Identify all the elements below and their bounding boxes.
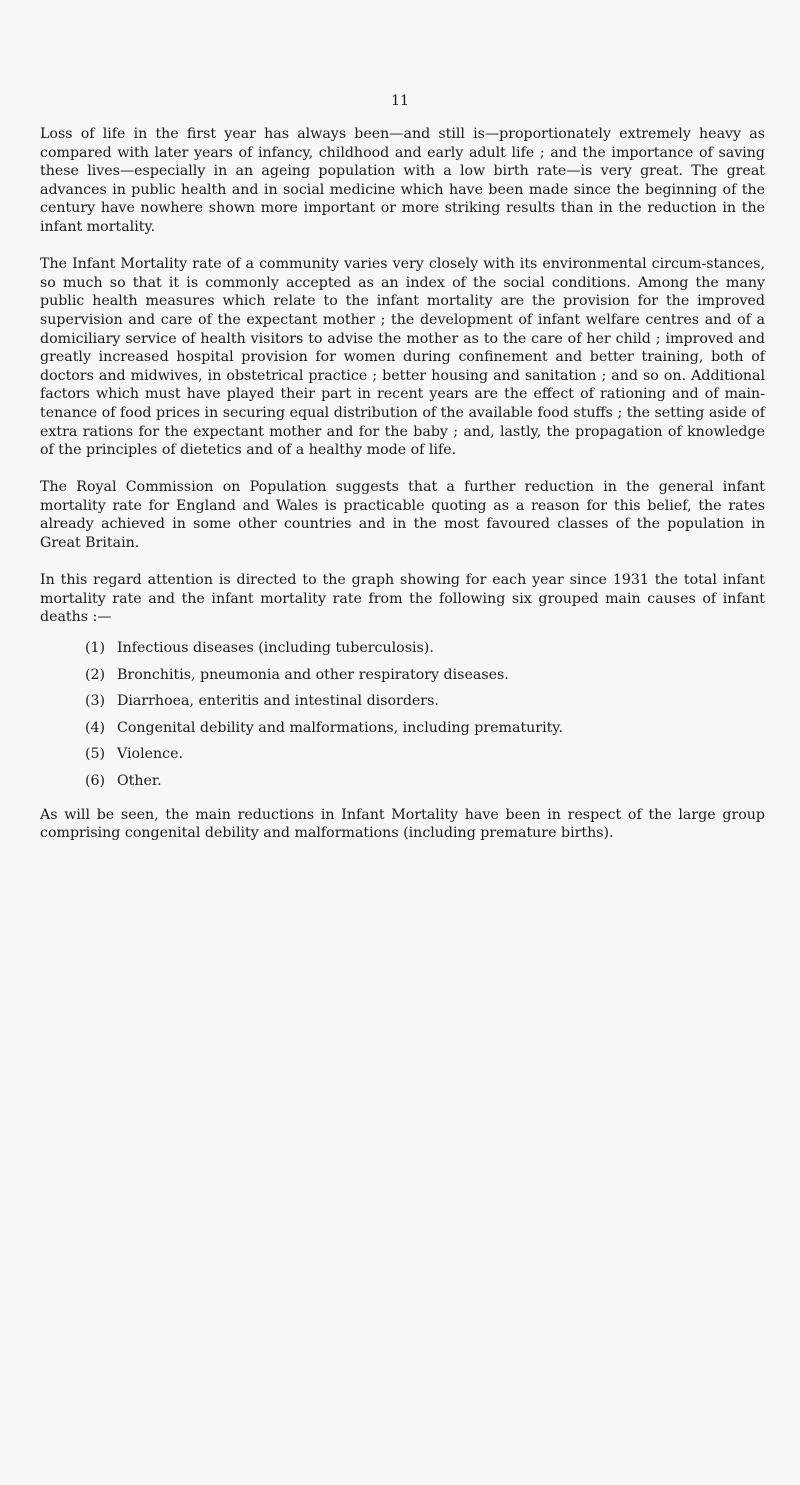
paragraph-mortality-rate-factors: The Infant Mortality rate of a community varies very closely with its environmental circum-stances, so much so that it is commonly accepted as an index of the social conditions. Among the many public health measures which relate to the infant mortality are the provision for the improved supervision and care of the expectant mother ; the development of infant welfare centres and of a domiciliary service of health visitors to advise the mother as to the care of her child ; improved and greatly increased hospital provision for women during confinement and better training, both of doctors and midwives, in obstetrical practice ; better housing and sanitation ; and so on. Additional factors which must have played their part in recent years are the effect of rationing and of main-tenance of food prices in securing equal distribution of the available food stuffs ; the setting aside of extra rations for the expectant mother and for the baby ; and, lastly, the propagation of knowledge of the principles of dietetics and of a healthy mode of life. (40, 256, 765, 459)
list-item-number: (5) (85, 746, 106, 763)
list-item-text: Violence. (117, 746, 183, 763)
list-item (85, 772, 765, 791)
causes-list (40, 639, 765, 791)
paragraph-graph-reference: In this regard attention is directed to the graph showing for each year since 1931 the total infant mortality rate and the infant mortality rate from the following six grouped main causes of infant deaths :— (40, 572, 765, 626)
page-number: 11 (391, 93, 409, 109)
list-item-text: Infectious diseases (including tuberculosis). (117, 640, 434, 657)
list-item (85, 639, 765, 658)
paragraph-infant-loss: Loss of life in the first year has always been—and still is—proportionately extremely heavy as compared with later years of infancy, childhood and early adult life ; and the importance of saving these lives—especially in an ageing population with a low birth rate—is very great. The great advances in public health and in social medicine which have been made since the beginning of the century have nowhere shown more important or more striking results than in the reduction in the infant mortality. (40, 126, 765, 235)
body-text (40, 125, 765, 861)
paragraph-royal-commission: The Royal Commission on Population suggests that a further reduction in the general infant mortality rate for England and Wales is practicable quoting as a reason for this belief, the rates already achieved in some other countries and in the most favoured classes of the population in Great Britain. (40, 479, 765, 552)
list-item-number: (2) (85, 666, 106, 683)
list-item-text: Bronchitis, pneumonia and other respiratory diseases. (117, 666, 509, 683)
list-item (85, 666, 765, 685)
list-item (85, 692, 765, 711)
paragraph-conclusion: As will be seen, the main reductions in Infant Mortality have been in respect of the large group comprising congenital debility and malformations (including premature births). (40, 806, 765, 842)
list-item-text: Diarrhoea, enteritis and intestinal disorders. (117, 693, 439, 710)
list-item-number: (1) (85, 640, 106, 657)
list-item (85, 745, 765, 764)
list-item-number: (6) (85, 773, 106, 789)
list-item (85, 719, 765, 738)
list-item-text: Other. (117, 773, 162, 789)
list-item-text: Congenital debility and malformations, including prematurity. (117, 719, 563, 736)
list-item-number: (4) (85, 719, 106, 736)
list-item-number: (3) (85, 693, 106, 710)
